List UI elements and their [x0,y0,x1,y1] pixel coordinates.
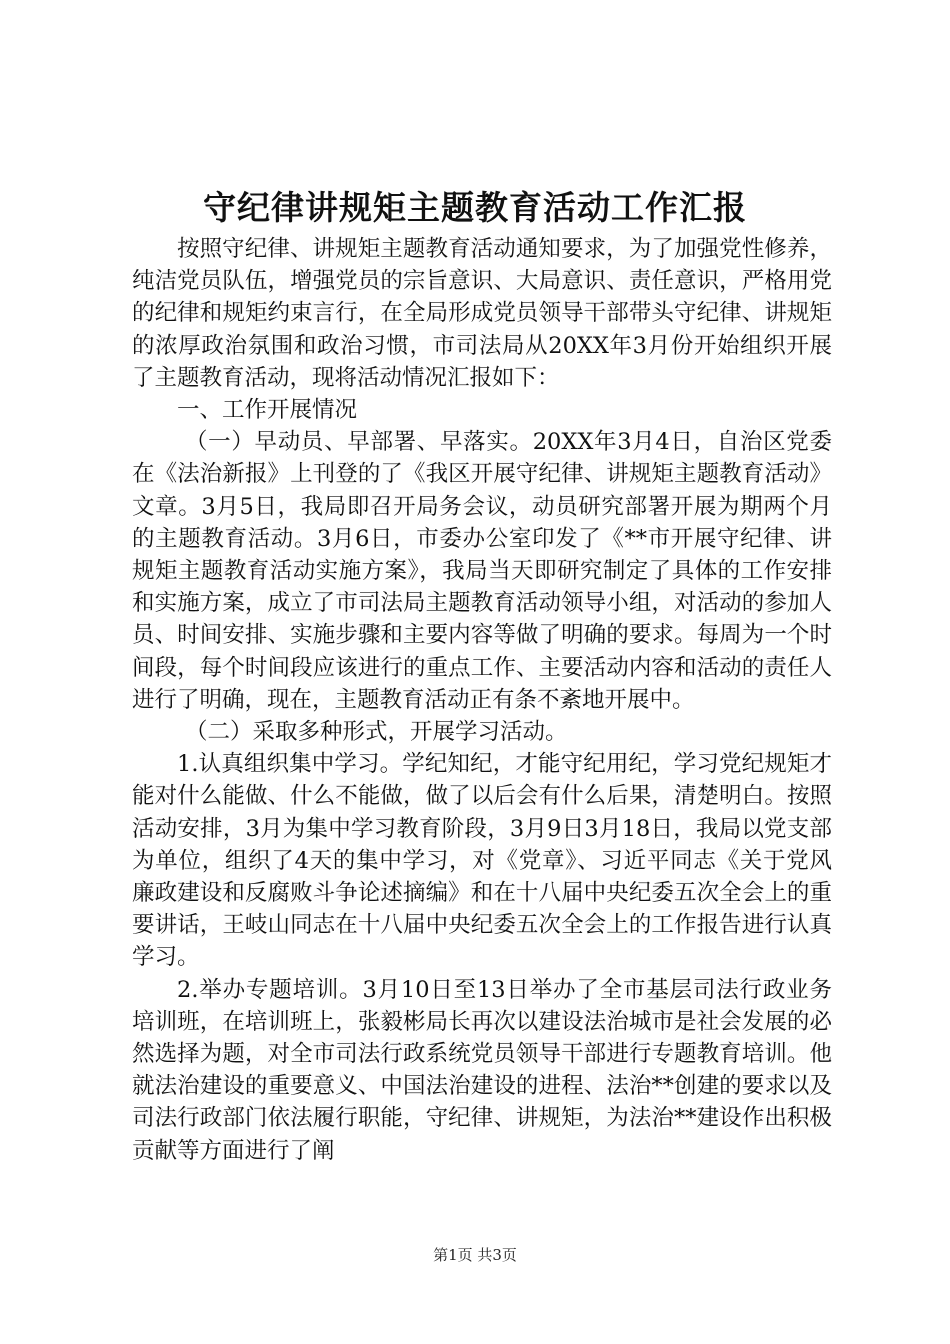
document-title: 守纪律讲规矩主题教育活动工作汇报 [203,188,747,227]
section-heading-1: 一、工作开展情况 [177,397,358,424]
document-body [132,233,832,1167]
item-2-paragraph: 2.举办专题培训。3月10日至13日举办了全市基层司法行政业务培训班，在培训班上，张毅彬局长再次以建设法治城市是社会发展的必然选择为题，对全市司法行政系统党员领导干部进行专题教育培训。他就法治建设的重要意义、中国法治建设的进程、法治**创建的要求以及司法行政部门依法履行职能，守纪律、讲规矩，为法治**建设作出积极贡献等方面进行了阐 [132,976,832,1164]
intro-paragraph: 按照守纪律、讲规矩主题教育活动通知要求，为了加强党性修养，纯洁党员队伍，增强党员的宗旨意识、大局意识、责任意识，严格用党的纪律和规矩约束言行，在全局形成党员领导干部带头守纪律、讲规矩的浓厚政治氛围和政治习惯，市司法局从20XX年3月份开始组织开展了主题教育活动，现将活动情况汇报如下： [132,236,832,391]
subsection-2-heading: （二）采取多种形式，开展学习活动。 [185,719,568,746]
page-number-footer: 第1页 共3页 [433,1246,517,1264]
item-1-paragraph: 1.认真组织集中学习。学纪知纪，才能守纪用纪，学习党纪规矩才能对什么能做、什么不能做，做了以后会有什么后果，清楚明白。按照活动安排，3月为集中学习教育阶段，3月9日3月18日，我局以党支部为单位，组织了4天的集中学习，对《党章》、习近平同志《关于党风廉政建设和反腐败斗争论述摘编》和在十八届中央纪委五次全会上的重要讲话，王岐山同志在十八届中央纪委五次全会上的工作报告进行认真学习。 [132,751,832,971]
subsection-1-paragraph: （一）早动员、早部署、早落实。20XX年3月4日，自治区党委在《法治新报》上刊登的了《我区开展守纪律、讲规矩主题教育活动》文章。3月5日，我局即召开局务会议，动员研究部署开展为期两个月的主题教育活动。3月6日，市委办公室印发了《**市开展守纪律、讲规矩主题教育活动实施方案》，我局当天即研究制定了具体的工作安排和实施方案，成立了市司法局主题教育活动领导小组，对活动的参加人员、时间安排、实施步骤和主要内容等做了明确的要求。每周为一个时间段，每个时间段应该进行的重点工作、主要活动内容和活动的责任人进行了明确，现在，主题教育活动正有条不紊地开展中。 [132,429,832,713]
